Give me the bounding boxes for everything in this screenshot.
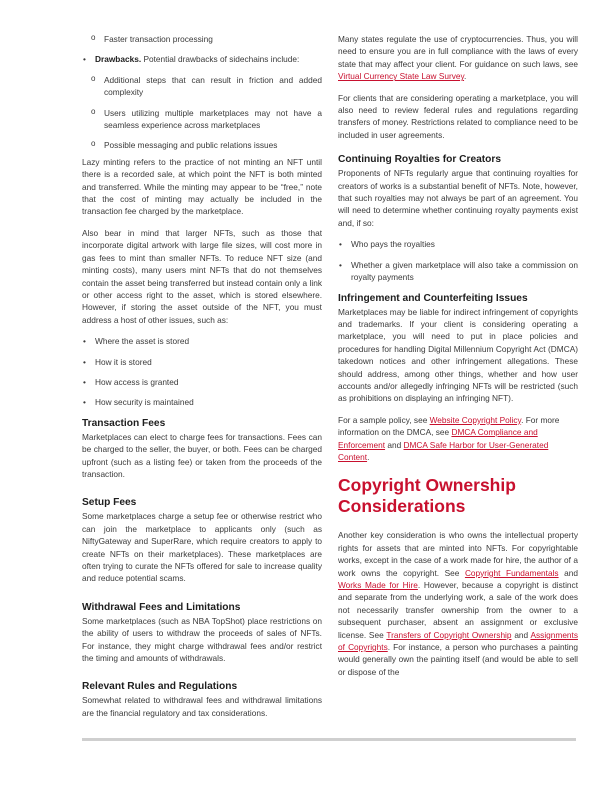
dmca-safe-harbor-link[interactable]: DMCA Safe Harbor for User-Generated Content [338,439,549,462]
list-item: • How security is maintained [82,396,322,408]
drawbacks-intro: Potential drawbacks of sidechains include: [143,54,300,65]
withdrawal-fees-heading: Withdrawal Fees and Limitations [82,601,241,613]
virtual-currency-survey-link[interactable]: Virtual Currency State Law Survey [338,71,465,82]
transaction-fees-heading: Transaction Fees [82,417,166,429]
text: Many states regulate the use of cryptocurrencies. Thus, you will need to ensure you are in full compliance with the laws of every state that may affect your client. For guidance on such laws, see [338,34,578,69]
drawbacks-title: Drawbacks. [95,54,142,65]
rules-paragraph: Somewhat related to withdrawal fees and withdrawal limitations are the financial regulatory and tax considerations. [82,695,322,718]
transfers-of-copyright-link[interactable]: Transfers of Copyright Ownership [386,629,512,640]
list-item: • Where the asset is stored [82,335,322,347]
text: and [385,439,404,450]
copyright-fundamentals-link[interactable]: Copyright Fundamentals [464,567,559,578]
right-column [338,33,578,687]
list-item: o Faster transaction processing [82,33,322,45]
works-made-for-hire-link[interactable]: Works Made for Hire [338,580,418,590]
list-item: • How access is granted [82,376,322,388]
text: . [367,451,370,462]
drawbacks-list [82,53,322,151]
list-item: o Possible messaging and public relations issues [82,139,322,151]
dmca-compliance-link[interactable]: DMCA Compliance and Enforcement [338,427,538,450]
footer-divider [82,738,576,741]
infringement-heading: Infringement and Counterfeiting Issues [338,292,528,304]
list-item [82,53,322,151]
assignments-of-copyrights-link[interactable]: Assignments of Copyrights [338,629,578,653]
text: . For more information on the DMCA, see [338,414,560,438]
text: and [511,629,531,640]
state-regulation-paragraph [338,33,578,83]
list-item: • Whether a given marketplace will also take a commission on royalty payments [338,259,578,284]
text: . For instance, a person who purchases a painting would generally own the painting itself (and would be able to sell or dispose of the [338,642,579,677]
list-item: o Additional steps that can result in friction and added complexity [82,74,322,99]
text: . However, because a copyright is distinct and separate from the underlying work, a sale of the work does not necessarily transfer ownership from the owner to a subsequent purchaser, absent an assignment or exclusive license. See [338,580,579,640]
text: and [558,567,578,578]
left-column [82,33,322,728]
rules-heading: Relevant Rules and Regulations [82,681,238,693]
section-heading: Copyright Ownership Considerations [338,475,516,517]
setup-fees-paragraph: Some marketplaces charge a setup fee or otherwise restrict who can join the marketplace to applicants only (such as NiftyGateway and SuperRare, which require creators to apply to create NFTs on their marketplaces). These marketplaces are often trying to curate the NFTs offered for sale to increase quality and reduce potential scams. [82,511,322,584]
royalties-heading: Continuing Royalties for Creators [338,154,502,166]
text: For a sample policy, see [338,414,430,425]
copyright-ownership-paragraph [338,529,578,678]
setup-fees-heading: Setup Fees [82,497,137,509]
text: Another key consideration is who owns the intellectual property rights for assets that are minted into NFTs. For copyrightable works, except in the case of a work made for hire, the author of a work owns the copyright. See [338,530,578,578]
federal-rules-paragraph: For clients that are considering operating a marketplace, you will also need to review federal rules and regulations regarding transfers of money. Restrictions related to compliance need to be included in user agreements. [338,92,578,140]
storage-issues-list [82,335,322,409]
text: . [464,71,467,82]
list-item: • Who pays the royalties [338,238,578,250]
withdrawal-fees-paragraph: Some marketplaces (such as NBA TopShot) place restrictions on the ability of users to withdraw the proceeds of sales of NFTs. For instance, they might charge withdrawal fees and/or restrict the timing and amounts of withdrawals. [82,615,322,664]
sample-policy-paragraph [338,414,578,464]
website-copyright-policy-link[interactable]: Website Copyright Policy [429,414,522,425]
royalties-paragraph: Proponents of NFTs regularly argue that continuing royalties for creators of works is a substantial benefit of NFTs. Note, however, that such royalties may not always be part of an agreement. You will need to determine whether continuing royalty payments exist and, if so: [338,168,578,228]
list-item: o Users utilizing multiple marketplaces may not have a seamless experience across marketplaces [82,107,322,132]
transaction-fees-paragraph: Marketplaces can elect to charge fees for transactions. Fees can be charged to the seller, the buyer, or both. Fees can be charged upfront (such as a listing fee) or taken from the proceeds of the transaction. [82,431,322,479]
nft-size-paragraph: Also bear in mind that larger NFTs, such as those that incorporate digital artwork with large file sizes, will cost more in gas fees to mint than smaller NFTs. To reduce NFT size (and minting costs), many users mint NFTs that do not themselves contain the asset being transferred but instead contain only a link or other access right to the asset, which is stored elsewhere. However, if storing the asset outside of the NFT, you must address a host of other issues, such as: [82,227,322,325]
drawbacks-sublist [82,74,322,152]
royalty-questions-list [338,238,578,283]
list-item: • How it is stored [82,356,322,368]
infringement-paragraph: Marketplaces may be liable for indirect infringement of copyrights and trademarks. If your client is considering operating a marketplace, you will need to put in place policies and procedures for handling Digital Millennium Copyright Act (DMCA) takedown notices and other infringement allegations. These should address, among other things, whether and how user accounts and/or allegedly infringing NFTs will be restricted (such as prohibitions on displaying an infringing NFT). [338,306,578,404]
lazy-minting-paragraph: Lazy minting refers to the practice of not minting an NFT until there is a recorded sale, at which point the NFT is both minted and transferred. While the minting may appear to be “free,” note that the cost of minting may actually be included in the transaction fee charged by the marketplace. [82,156,322,217]
sidechain-benefits-sublist [82,33,322,45]
